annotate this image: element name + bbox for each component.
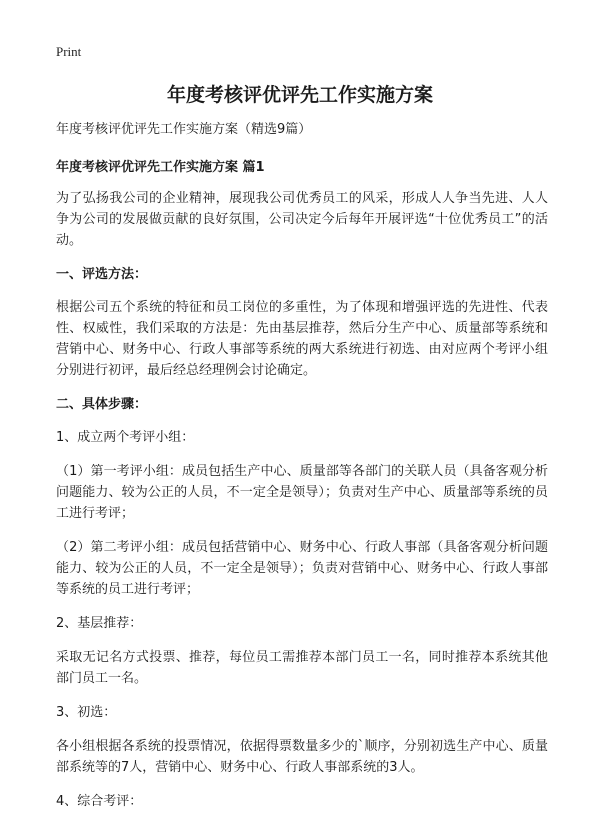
step-1-group-1: （1）第一考评小组：成员包括生产中心、质量部等各部门的关联人员（具备客观分析问题能力、较为公正的人员，不一定全是领导）；负责对生产中心、质量部等系统的员工进行考评； xyxy=(56,464,548,521)
document-body xyxy=(56,120,548,825)
paragraph-selection-method: 根据公司五个系统的特征和员工岗位的多重性，为了体现和增强评选的先进性、代表性、权威性，我们采取的方法是：先由基层推荐，然后分生产中心、质量部等系统和营销中心、财务中心、行政人事部等系统的两大系统进行初选、由对应两个考评小组分别进行初评，最后经总经理例会讨论确定。 xyxy=(56,300,548,378)
step-2-heading: 2、基层推荐： xyxy=(56,616,143,631)
step-3-heading: 3、初选： xyxy=(56,705,117,720)
document-title: 年度考核评优评先工作实施方案 xyxy=(166,84,433,106)
section-title: 年度考核评优评先工作实施方案 篇1 xyxy=(56,160,265,175)
print-link[interactable]: Print xyxy=(56,44,82,59)
heading-selection-method: 一、评选方法： xyxy=(56,267,148,282)
step-1-heading: 1、成立两个考评小组： xyxy=(56,430,195,445)
step-1-group-2: （2）第二考评小组：成员包括营销中心、财务中心、行政人事部（具备客观分析问题能力、较为公正的人员，不一定全是领导）；负责对营销中心、财务中心、行政人事部等系统的员工进行考评； xyxy=(56,540,548,597)
paragraph-intro: 为了弘扬我公司的企业精神，展现我公司优秀员工的风采，形成人人争当先进、人人争为公司的发展做贡献的良好氛围，公司决定今后每年开展评选“十位优秀员工”的活动。 xyxy=(56,191,548,248)
document-subtitle: 年度考核评优评先工作实施方案（精选9篇） xyxy=(56,122,312,137)
heading-steps: 二、具体步骤： xyxy=(56,397,148,412)
step-3-text: 各小组根据各系统的投票情况，依据得票数量多少的`顺序，分别初选生产中心、质量部系统等的7人，营销中心、财务中心、行政人事部系统的3人。 xyxy=(56,739,548,775)
step-2-text: 采取无记名方式投票、推荐，每位员工需推荐本部门员工一名，同时推荐本系统其他部门员工一名。 xyxy=(56,650,548,686)
step-4-heading: 4、综合考评： xyxy=(56,794,143,809)
